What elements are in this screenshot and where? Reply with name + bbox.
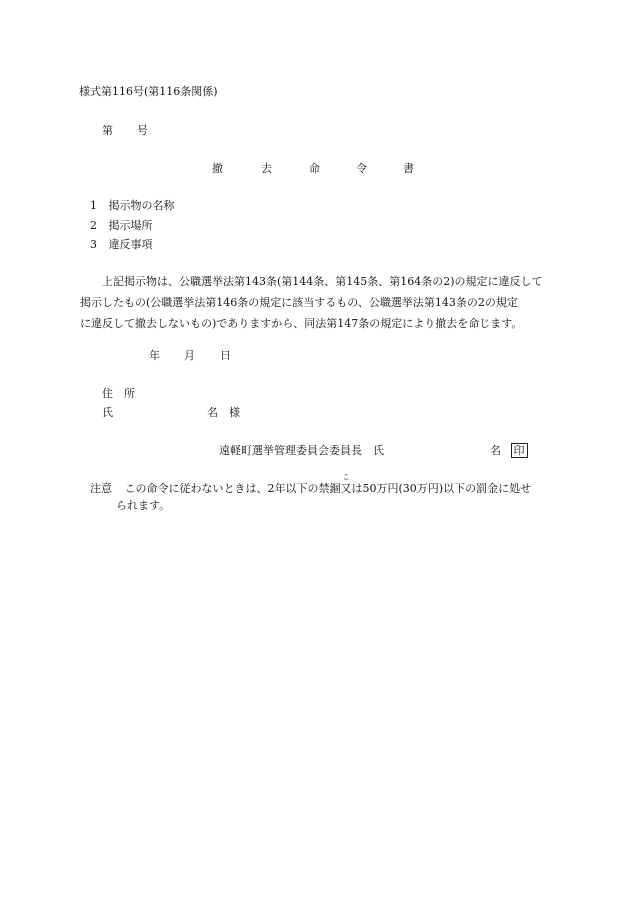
date-day-label: 日 [220,349,231,362]
issuer-organization: 遠軽町選挙管理委員会委員長 氏 [219,444,384,457]
list-item-number: 2 [90,219,97,232]
note-text-after: は50万円(30万円)以下の罰金に処せ [351,482,532,495]
body-line: に違反して撤去しないもの)でありますから、同法第147条の規定により撤去を命じます。 [80,317,523,330]
title-char: 書 [403,162,414,175]
document-number-prefix: 第 [102,124,113,137]
list-item-number: 3 [90,238,97,251]
note-text-before: この命令に従わないときは、2年以下の禁錮 [124,482,341,495]
title-char: 撤 [212,162,223,175]
date-year-label: 年 [149,349,160,362]
recipient-name-prefix: 氏 [102,406,113,419]
seal-stamp: 印 [511,443,528,458]
issuer-name-text: 名 [490,444,501,457]
ruby-reading: こ [342,473,350,481]
list-item-label: 掲示場所 [108,219,153,232]
note-line [90,473,532,496]
ruby-annotated-char [340,473,352,496]
list-item [90,219,153,233]
body-paragraph [80,271,556,334]
list-item [90,238,153,252]
list-item-number: 1 [90,199,97,212]
document-number-suffix: 号 [137,124,148,137]
recipient-name-suffix: 名 様 [207,406,240,419]
list-item [90,199,175,213]
title-char: 令 [356,162,367,175]
note-continuation: られます。 [116,499,171,512]
issuer-name-label [490,443,528,458]
body-line: 掲示したもの(公職選挙法第146条の規定に該当するもの、公職選挙法第143条の2の規定 [80,296,518,309]
note-label: 注意 [90,482,112,495]
ruby-base: 又 [340,482,352,495]
form-number-label: 様式第116号(第116条関係) [79,85,218,98]
title-char: 去 [261,162,272,175]
body-line: 上記掲示物は、公職選挙法第143条(第144条、第145条、第164条の2)の規定に違反して [102,275,543,288]
recipient-address-label: 住 所 [102,387,135,400]
list-item-label: 掲示物の名称 [108,199,175,212]
title-char: 命 [309,162,320,175]
date-month-label: 月 [184,349,195,362]
list-item-label: 違反事項 [108,238,153,251]
